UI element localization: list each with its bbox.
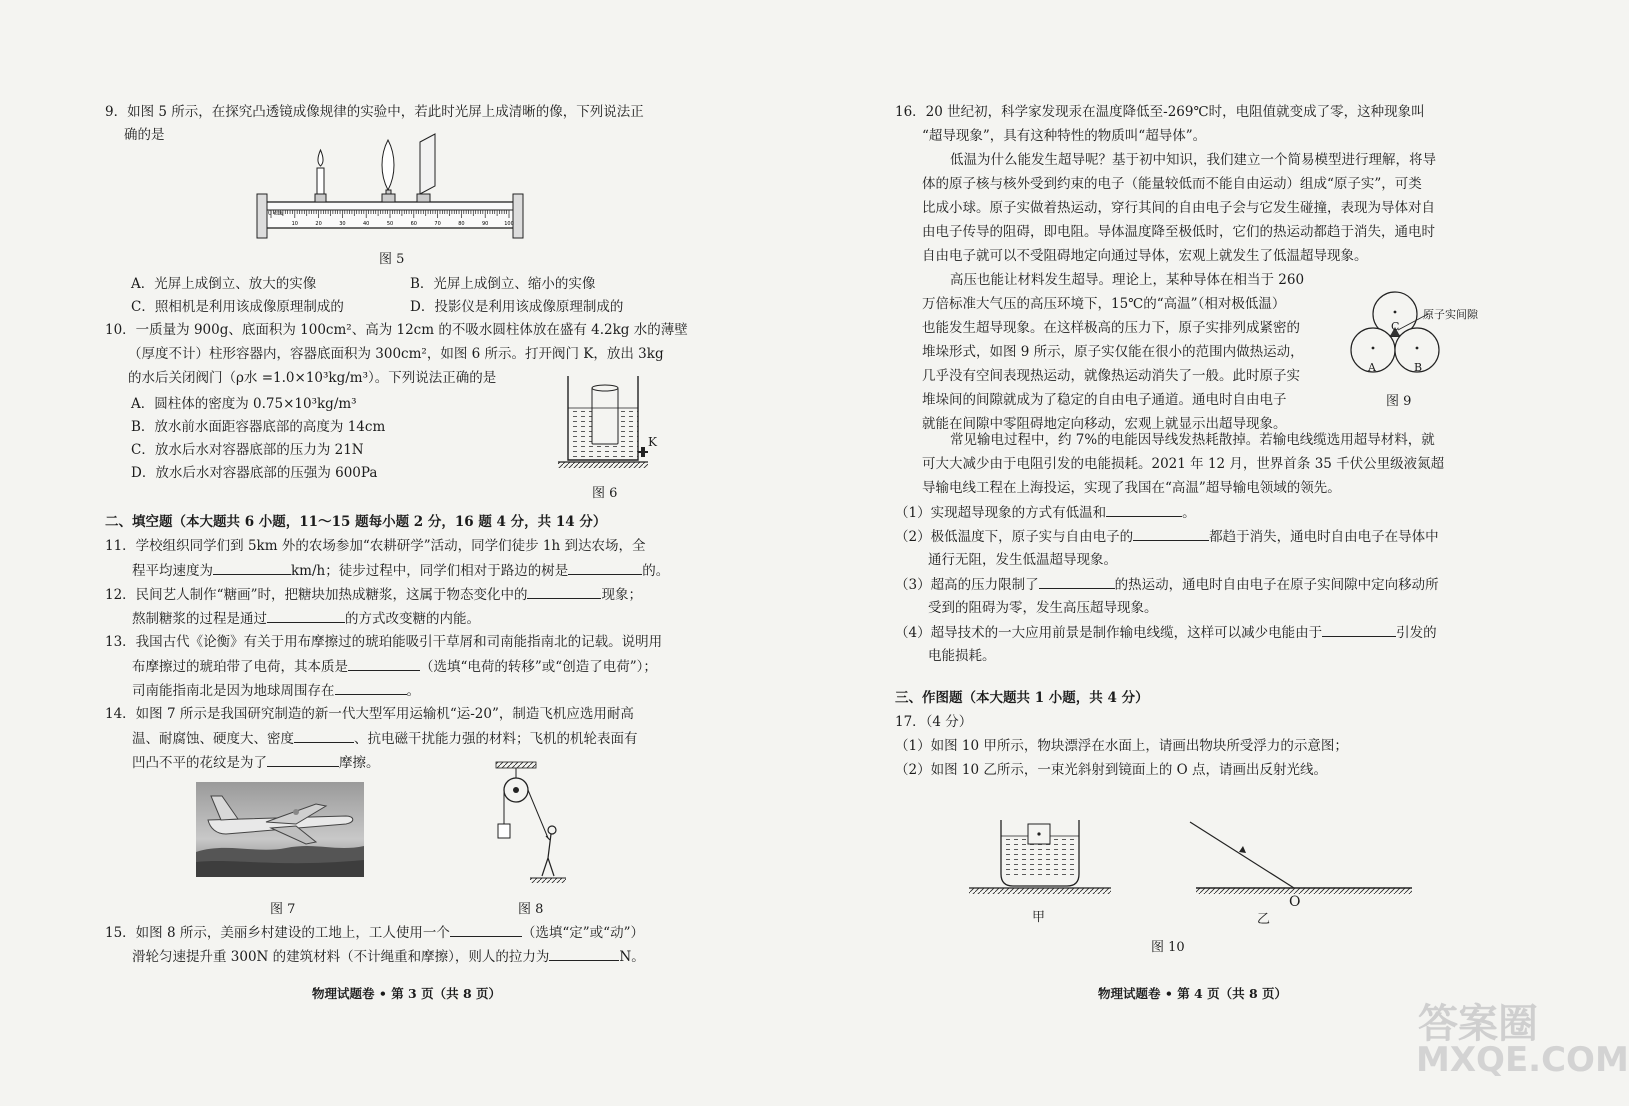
q9-line2: 确的是 <box>124 127 165 143</box>
q10-option-c: C．放水后水对容器底部的压力为 21N <box>131 442 364 458</box>
figure-10-caption: 图 10 <box>1151 940 1185 955</box>
left-page-footer: 物理试题卷 • 第 3 页（共 8 页） <box>312 986 501 1001</box>
ruler-tick-label: 10 <box>291 221 298 227</box>
q16-p4-line1: 常见输电过程中，约 7%的电能因导线发热耗散掉。若输电线缆选用超导材料，就 <box>950 432 1435 448</box>
q16-sub3: （3）超高的压力限制了 的热运动，通电时自由电子在原子实间隙中定向移动所 <box>895 574 1439 595</box>
figure-6-container <box>548 374 660 474</box>
q16-sub1: （1）实现超导现象的方式有低温和 。 <box>895 502 1196 523</box>
q16-p3-line6: 堆垛间的间隙就成为了稳定的自由电子通道。通电时自由电子 <box>922 392 1287 408</box>
convex-lens-icon <box>382 140 395 202</box>
q16-p3-line5: 几乎没有空间表现热运动，就像热运动消失了一般。此时原子实 <box>922 368 1300 384</box>
ruler-tick-label: 70 <box>434 221 441 227</box>
q16-blank-restricted[interactable] <box>1039 574 1115 589</box>
q16-p1-line1: 16．20 世纪初，科学家发现汞在温度降低至-269℃时，电阻值就变成了零，这种现象叫 <box>895 104 1425 120</box>
q11-blank-speed[interactable] <box>213 560 291 575</box>
fig9-gap-label: 原子实间隙 <box>1423 308 1478 321</box>
ruler-tick-label: 100 <box>504 221 514 227</box>
fig10-yi-label: 乙 <box>1257 912 1271 927</box>
q16-blank-method[interactable] <box>1106 502 1182 517</box>
q9-option-b: B．光屏上成倒立、缩小的实像 <box>410 276 596 292</box>
q16-p4-line2: 可大大减少由于电阻引发的电能损耗。2021 年 12 月，世界首条 35 千伏公里级液氮超 <box>922 456 1445 472</box>
q16-p2-line2: 体的原子核与核外受到约束的电子（能量较低而不能自由运动）组成“原子实”，可类 <box>922 176 1422 192</box>
q17-sub1: （1）如图 10 甲所示，物块漂浮在水面上，请画出物块所受浮力的示意图； <box>895 738 1348 754</box>
figure-5-caption: 图 5 <box>379 252 405 267</box>
ruler-tick-label: 40 <box>363 221 370 227</box>
q16-p2-line5: 自由电子就可以不受阻碍地定向通过导体，宏观上就发生了低温超导现象。 <box>922 248 1368 264</box>
q9-line1: 9．如图 5 所示，在探究凸透镜成像规律的实验中，若此时光屏上成清晰的像，下列说法正 <box>105 104 644 120</box>
q15-line2: 滑轮匀速提升重 300N 的建筑材料（不计绳重和摩擦），则人的拉力为 N。 <box>132 946 645 967</box>
q13-line1: 13．我国古代《论衡》有关于用布摩擦过的琥珀能吸引干草屑和司南能指南北的记载。说明用 <box>105 634 663 650</box>
ruler-tick-label: 60 <box>410 221 417 227</box>
q16-p3-line3: 也能发生超导现象。在这样极高的压力下，原子实排列成紧密的 <box>922 320 1300 336</box>
q14-line1: 14．如图 7 所示是我国研究制造的新一代大型军用运输机“运-20”，制造飞机应选用耐高 <box>105 706 634 722</box>
q15-blank-force[interactable] <box>549 946 619 961</box>
q16-p2-line3: 比成小球。原子实做着热运动，穿行其间的自由电子会与它发生碰撞，表现为导体对自 <box>922 200 1435 216</box>
right-page <box>800 0 1629 1106</box>
candle-icon <box>315 150 326 202</box>
valve-k-label: K <box>648 435 657 449</box>
q10-option-d: D．放水后水对容器底部的压强为 600Pa <box>131 465 378 481</box>
fig9-label-a: A <box>1368 361 1376 374</box>
fig9-label-c: C <box>1391 320 1400 333</box>
q16-sub2-line2: 通行无阻，发生低温超导现象。 <box>928 552 1117 568</box>
q14-line2: 温、耐腐蚀、硬度大、密度 、抗电磁干扰能力强的材料；飞机的机轮表面有 <box>132 728 638 749</box>
worker-figure-icon <box>542 826 556 876</box>
q17-head: 17．（4 分） <box>895 714 973 730</box>
ruler-tick-label: 50 <box>386 221 394 227</box>
figure-6-caption: 图 6 <box>592 486 618 501</box>
q16-blank-cause[interactable] <box>1322 622 1396 637</box>
q10-line1: 10．一质量为 900g、底面积为 100cm²、高为 12cm 的不吸水圆柱体放在盛有 4.2kg 水的薄壁 <box>105 322 688 338</box>
ray-arrow-icon <box>1239 846 1246 853</box>
q10-line2: （厚度不计）柱形容器内，容器底面积为 300cm²，如图 6 所示。打开阀门 K，放出 3kg <box>128 346 664 362</box>
figure-8-caption: 图 8 <box>518 902 544 917</box>
q15-line1: 15．如图 8 所示，美丽乡村建设的工地上，工人使用一个 （选填“定”或“动”） <box>105 922 644 943</box>
q9-option-d: D．投影仪是利用该成像原理制成的 <box>410 299 624 315</box>
load-block-icon <box>498 824 510 838</box>
q16-sub4: （4）超导技术的一大应用前景是制作输电线缆，这样可以减少电能由于 引发的 <box>895 622 1437 643</box>
incident-ray <box>1190 822 1294 888</box>
q15-blank-pulley-type[interactable] <box>450 922 522 937</box>
watermark-url: MXQE.COM <box>1416 1040 1629 1080</box>
q16-p4-line3: 导输电线工程在上海投运，实现了我国在“高温”超导输电领域的领先。 <box>922 480 1341 496</box>
ruler-tick-label: 20 <box>315 221 322 227</box>
q13-line2: 布摩擦过的琥珀带了电荷，其本质是 （选填“电荷的转移”或“创造了电荷”）； <box>132 656 657 677</box>
ruler-tick-label: 90 <box>482 221 489 227</box>
q16-sub2: （2）极低温度下，原子实与自由电子的 都趋于消失，通电时自由电子在导体中 <box>895 526 1439 547</box>
fig10-jia-label: 甲 <box>1032 910 1046 925</box>
q16-p3-line1: 高压也能让材料发生超导。理论上，某种导体在相当于 260 <box>950 272 1305 288</box>
light-screen-icon <box>417 134 435 202</box>
figure-7-caption: 图 7 <box>270 902 296 917</box>
q16-p2-line1: 低温为什么能发生超导呢？基于初中知识，我们建立一个简易模型进行理解，将导 <box>950 152 1436 168</box>
q16-p3-line7: 就能在间隙中零阻碍地定向移动，宏观上就显示出超导现象。 <box>922 416 1287 432</box>
q16-p1-line2: “超导现象”，具有这种特性的物质叫“超导体”。 <box>922 128 1207 144</box>
q14-blank-density[interactable] <box>294 728 354 743</box>
figure-10-jia-floating-block <box>965 812 1135 912</box>
q16-p3-line2: 万倍标准大气压的高压环境下，15℃的“高温”（相对极低温） <box>922 296 1286 312</box>
q9-option-c: C．照相机是利用该成像原理制成的 <box>131 299 344 315</box>
figure-7-airplane-photo <box>196 782 364 877</box>
q13-blank-essence[interactable] <box>348 656 420 671</box>
q12-blank-method[interactable] <box>267 608 345 623</box>
q13-blank-field[interactable] <box>335 680 407 695</box>
fig9-label-b: B <box>1414 361 1423 374</box>
figure-5-optical-bench <box>255 130 525 245</box>
figure-9-caption: 图 9 <box>1386 394 1412 409</box>
figure-10-yi-mirror <box>1190 818 1420 898</box>
section-2-heading: 二、填空题（本大题共 6 小题，11～15 题每小题 2 分，16 题 4 分，共 14 分） <box>105 514 607 530</box>
q17-sub2: （2）如图 10 乙所示，一束光斜射到镜面上的 O 点，请画出反射光线。 <box>895 762 1327 778</box>
watermark-logo: 答案圈 <box>1418 1001 1538 1047</box>
figure-8-pulley <box>490 760 570 892</box>
q14-line3: 凹凸不平的花纹是为了 摩擦。 <box>132 752 380 773</box>
q16-sub4-line2: 电能损耗。 <box>928 648 996 664</box>
q9-option-a: A．光屏上成倒立、放大的实像 <box>131 276 317 292</box>
left-page <box>0 0 790 1106</box>
fig10-point-o-label: O <box>1289 894 1301 910</box>
q11-line2: 程平均速度为 km/h；徒步过程中，同学们相对于路边的树是 的。 <box>132 560 669 581</box>
ruler-tick-label: 30 <box>339 221 346 227</box>
ruler-tick-label: 80 <box>458 221 465 227</box>
q10-line3: 的水后关闭阀门（ρ水 =1.0×10³kg/m³）。下列说法正确的是 <box>128 370 497 386</box>
q11-blank-motion[interactable] <box>568 560 642 575</box>
q10-option-a: A．圆柱体的密度为 0.75×10³kg/m³ <box>131 396 357 412</box>
ruler-unit: 0 cm <box>268 210 283 217</box>
q16-p3-line4: 堆垛形式，如图 9 所示，原子实仅能在很小的范围内做热运动， <box>922 344 1304 360</box>
q12-line2: 熬制糖浆的过程是通过 的方式改变糖的内能。 <box>132 608 480 629</box>
q11-line1: 11．学校组织同学们到 5km 外的农场参加“农耕研学”活动，同学们徒步 1h 到达农场，全 <box>105 538 646 554</box>
q16-blank-motion[interactable] <box>1133 526 1209 541</box>
q12-line1: 12．民间艺人制作“糖画”时，把糖块加热成糖浆，这属于物态变化中的 现象； <box>105 584 642 605</box>
section-3-heading: 三、作图题（本大题共 1 小题，共 4 分） <box>895 690 1149 706</box>
q14-blank-friction[interactable] <box>267 752 339 767</box>
q16-p2-line4: 由电子传导的阻碍，即电阻。导体温度降至极低时，它们的热运动都趋于消失，通电时 <box>922 224 1435 240</box>
q16-sub3-line2: 受到的阻碍为零，发生高压超导现象。 <box>928 600 1158 616</box>
q10-option-b: B．放水前水面距容器底部的高度为 14cm <box>131 419 386 435</box>
q12-blank-phase[interactable] <box>527 584 601 599</box>
right-page-footer: 物理试题卷 • 第 4 页（共 8 页） <box>1098 986 1287 1001</box>
q13-line3: 司南能指南北是因为地球周围存在 。 <box>132 680 420 701</box>
